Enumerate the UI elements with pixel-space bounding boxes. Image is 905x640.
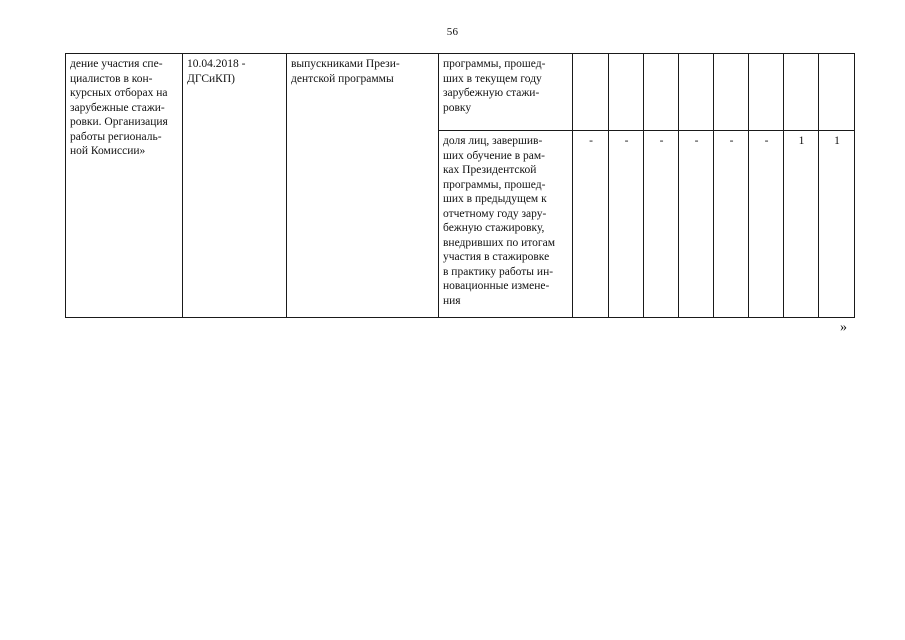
- value-cell: [573, 54, 609, 131]
- value-cell: -: [714, 131, 749, 318]
- value-cell: [714, 54, 749, 131]
- deadline-text: 10.04.2018 - ДГСиКП): [187, 58, 246, 85]
- program-table: [65, 53, 855, 318]
- value-cell: [679, 54, 714, 131]
- value-cell: [644, 54, 679, 131]
- measure-description-cell: [66, 54, 183, 318]
- indicator-cell: [439, 131, 573, 318]
- value-cell: -: [573, 131, 609, 318]
- deadline-cell: [183, 54, 287, 318]
- indicator-cell: [439, 54, 573, 131]
- value-cell: [749, 54, 784, 131]
- value-cell: [609, 54, 644, 131]
- value-cell: -: [609, 131, 644, 318]
- table-row: [66, 54, 855, 131]
- indicator-text: доля лиц, завершив- ших обучение в рам- ках Президентской программы, прошед- ших в предыдущем к отчетному году зару- бежную стажировку, внедривших по итогам участия в стажировке в практику работы ин- новационные измене- ния: [443, 135, 556, 307]
- value-cell: -: [749, 131, 784, 318]
- measure-description-text: дение участия спе- циалистов в кон- курсных отборах на зарубежные стажи- ровки. Организация работы региональ- ной Комиссии»: [70, 58, 168, 157]
- value-cell: 1: [819, 131, 855, 318]
- closing-quote: »: [840, 320, 847, 335]
- value-cell: [819, 54, 855, 131]
- value-cell: -: [679, 131, 714, 318]
- value-cell: [784, 54, 819, 131]
- value-cell: 1: [784, 131, 819, 318]
- indicator-text: программы, прошед- ших в текущем году зарубежную стажи- ровку: [443, 58, 546, 114]
- page-number: 56: [446, 26, 459, 38]
- participants-cell: [287, 54, 439, 318]
- participants-text: выпускниками Прези- дентской программы: [291, 58, 400, 85]
- value-cell: -: [644, 131, 679, 318]
